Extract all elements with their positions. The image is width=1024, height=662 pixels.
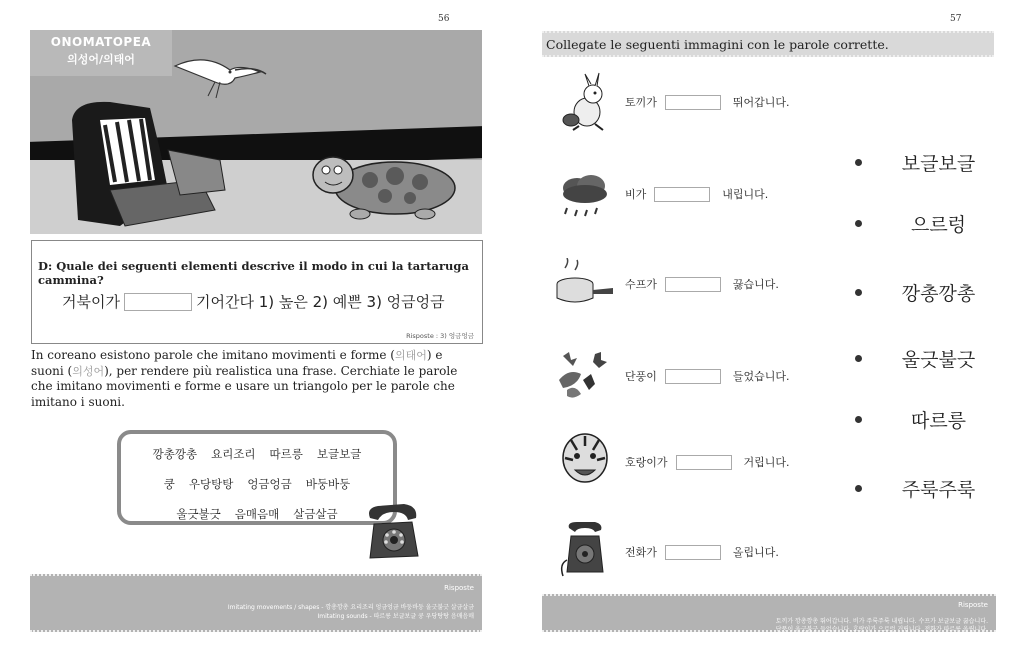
description-korean-1: 의태어	[394, 349, 427, 362]
sentence-subject: 비가	[625, 188, 647, 201]
page-number-left: 56	[438, 14, 450, 24]
match-sentence	[625, 276, 779, 292]
answers-line: Imitating sounds - 따르릉 보글보글 쿵 우당탕탕 음매음매	[317, 613, 474, 620]
answers-label: Risposte	[958, 601, 988, 609]
answer-blank[interactable]	[665, 277, 721, 292]
choice-item[interactable]	[855, 475, 985, 502]
title-english: ONOMATOPEA	[50, 35, 152, 49]
seagull-icon	[175, 60, 266, 98]
word-item[interactable]: 요리조리	[211, 447, 256, 461]
maple-leaves-icon	[555, 350, 613, 410]
choice-word: 깡총깡총	[901, 283, 976, 305]
answer-blank[interactable]	[665, 95, 721, 110]
choice-word: 보글보글	[901, 153, 976, 175]
answers-line: 토끼가 깡총깡총 뛰어갑니다. 비가 주룩주룩 내립니다. 수프가 보글보글 끓습니다.	[775, 618, 988, 625]
answers-panel-right	[542, 594, 996, 632]
answers-line: 단풍이 울긋불긋 들었습니다. 호랑이가 으르렁 거립니다. 전화가 따르릉 올립니다.	[775, 626, 988, 633]
match-item	[555, 428, 815, 498]
description-part-3: ), per rendere più realistica una frase. Cerchiate le parole che imitano movimenti e forme e usare un triangolo per le parole che imitano i suoni.	[31, 363, 458, 409]
bullet-dot	[855, 416, 862, 423]
description-part-1: In coreano esistono parole che imitano movimenti e forme (	[31, 348, 395, 362]
match-item	[555, 258, 815, 328]
description-part-2: ) e suoni (	[31, 348, 443, 378]
choice-word: 으르렁	[910, 214, 967, 236]
telephone-icon	[555, 520, 613, 580]
answer-blank[interactable]	[124, 293, 192, 311]
answer-blank[interactable]	[665, 369, 721, 384]
match-item	[555, 72, 815, 142]
sentence-before: 거북이가	[62, 293, 120, 311]
word-item[interactable]: 쿵	[163, 477, 175, 491]
instruction-bar: Collegate le seguenti immagini con le parole corrette.	[542, 31, 994, 57]
question-answer: Risposte : 3) 엉금엉금	[406, 332, 474, 340]
turtle-icon	[313, 157, 455, 219]
word-item[interactable]: 바둥바둥	[305, 477, 351, 491]
word-item[interactable]: 따르릉	[269, 447, 303, 461]
choice-item[interactable]	[855, 406, 985, 433]
choice-word: 주룩주룩	[901, 479, 976, 501]
sentence-subject: 토끼가	[625, 96, 657, 109]
sentence-subject: 수프가	[625, 278, 657, 291]
match-sentence	[625, 544, 779, 560]
sentence-after: 기어간다 1) 높은 2) 예쁜 3) 엉금엉금	[195, 293, 445, 311]
sentence-subject: 전화가	[625, 546, 657, 559]
word-item[interactable]: 음매음매	[234, 507, 280, 521]
question-box	[31, 240, 483, 344]
answer-blank[interactable]	[676, 455, 732, 470]
bullet-dot	[855, 485, 862, 492]
sentence-verb: 거립니다.	[743, 456, 790, 469]
question-sentence	[62, 291, 445, 312]
match-item	[555, 350, 815, 420]
word-item[interactable]: 보글보글	[316, 447, 362, 461]
rabbit-icon	[555, 72, 613, 132]
soup-pot-icon	[555, 258, 613, 318]
word-item[interactable]: 살금살금	[293, 507, 338, 521]
word-item[interactable]: 깡총깡총	[152, 447, 198, 461]
bullet-dot	[855, 355, 862, 362]
sentence-verb: 내립니다.	[722, 188, 769, 201]
onomatopoeia-title-box	[30, 30, 172, 76]
word-row	[121, 446, 393, 462]
word-box	[117, 430, 397, 525]
match-sentence	[625, 454, 790, 470]
description-korean-2: 의성어	[72, 364, 105, 378]
choice-word: 따르릉	[910, 410, 967, 432]
sentence-verb: 들었습니다.	[732, 370, 790, 383]
answers-panel-left	[30, 574, 482, 632]
choice-item[interactable]	[855, 279, 985, 306]
match-sentence	[625, 186, 768, 202]
beach-chair-icon	[72, 102, 225, 226]
choice-item[interactable]	[855, 210, 985, 237]
answers-line: Imitating movements / shapes - 깡총깡총 요리조리 엉금엉금 바둥바둥 울긋불긋 살금살금	[227, 604, 474, 611]
bullet-dot	[855, 289, 862, 296]
bullet-dot	[855, 220, 862, 227]
word-item[interactable]: 엉금엉금	[247, 477, 292, 491]
answers-label: Risposte	[444, 584, 474, 592]
answer-blank[interactable]	[654, 187, 710, 202]
description-paragraph	[31, 348, 476, 410]
tiger-icon	[555, 428, 613, 488]
choice-word: 울긋불긋	[901, 349, 976, 371]
sentence-verb: 뛰어갑니다.	[732, 96, 790, 109]
page-number-right: 57	[950, 14, 962, 24]
bullet-dot	[855, 159, 862, 166]
telephone-icon	[364, 500, 422, 562]
word-item[interactable]: 우당탕탕	[188, 477, 234, 491]
word-row	[121, 506, 393, 522]
choice-item[interactable]	[855, 345, 985, 372]
word-item[interactable]: 울긋불긋	[176, 507, 221, 521]
match-sentence	[625, 368, 790, 384]
sentence-verb: 올립니다.	[732, 546, 779, 559]
question-text: D: Quale dei seguenti elementi descrive il modo in cui la tartaruga cammina?	[38, 259, 469, 287]
word-row	[121, 476, 393, 492]
sentence-subject: 호랑이가	[625, 456, 668, 469]
match-sentence	[625, 94, 790, 110]
match-item	[555, 170, 815, 240]
answer-blank[interactable]	[665, 545, 721, 560]
rain-cloud-icon	[555, 170, 613, 230]
choice-item[interactable]	[855, 149, 985, 176]
sentence-subject: 단풍이	[625, 370, 657, 383]
title-korean: 의성어/의태어	[67, 53, 135, 66]
match-item	[555, 520, 815, 590]
sentence-verb: 끓습니다.	[732, 278, 779, 291]
